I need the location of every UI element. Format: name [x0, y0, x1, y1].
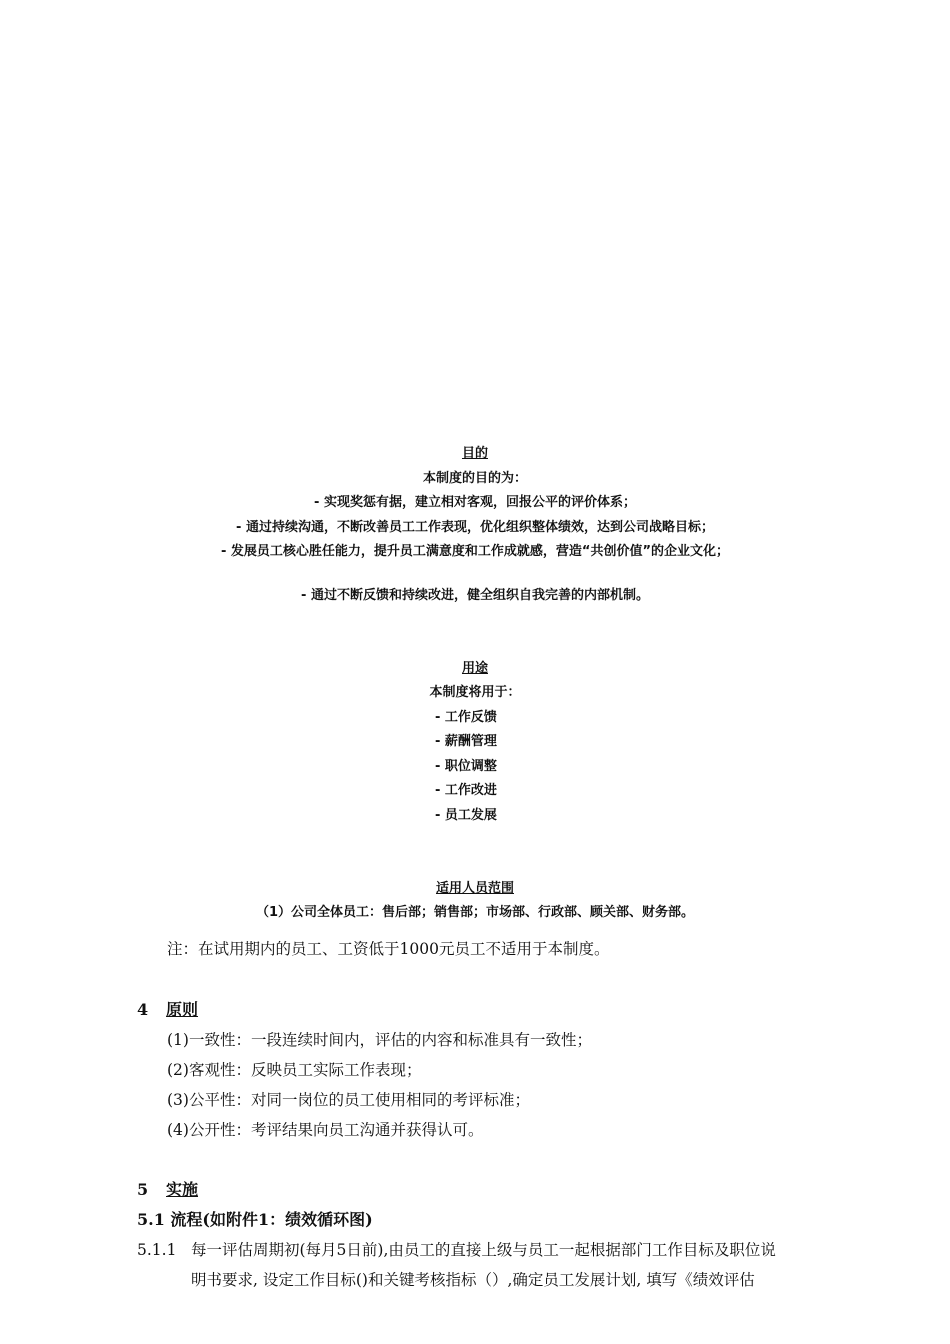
item-text-line: 明书要求, 设定工作目标()和关键考核指标（）,确定员工发展计划, 填写《绩效评估 [191, 1271, 755, 1289]
purpose-title: 目的 [461, 446, 488, 461]
purpose-intro: 本制度的目的为： [422, 471, 527, 486]
sub-heading: 5.1 流程(如附件1：绩效循环图) [137, 1210, 373, 1229]
usage-item: - 工作反馈 [435, 710, 497, 725]
principle-item: (4)公开性：考评结果向员工沟通并获得认可。 [167, 1121, 484, 1139]
purpose-item: - 通过不断反馈和持续改进，健全组织自我完善的内部机制。 [301, 588, 649, 603]
purpose-item: - 发展员工核心胜任能力，提升员工满意度和工作成就感，营造“共创价值”的企业文化； [220, 544, 729, 559]
usage-item: - 薪酬管理 [435, 734, 497, 749]
principle-item: (3)公平性：对同一岗位的员工使用相同的考评标准； [167, 1091, 530, 1109]
usage-item: - 员工发展 [435, 808, 497, 823]
item-number: 5.1.1 [137, 1241, 177, 1259]
section-title: 实施 [166, 1180, 199, 1199]
principle-item: (2)客观性：反映员工实际工作表现； [167, 1061, 422, 1079]
scope-line: （1）公司全体员工：售后部；销售部；市场部、行政部、顾关部、财务部。 [255, 905, 695, 920]
section-number: 4 [137, 1000, 149, 1019]
principle-item: (1)一致性：一段连续时间内，评估的内容和标准具有一致性； [167, 1031, 592, 1049]
usage-item: - 职位调整 [435, 759, 497, 774]
usage-item: - 工作改进 [435, 783, 497, 798]
usage-intro: 本制度将用于： [429, 685, 521, 700]
usage-title: 用途 [461, 661, 488, 676]
scope-title: 适用人员范围 [435, 881, 514, 896]
section-title: 原则 [166, 1000, 199, 1019]
purpose-item: - 实现奖惩有据，建立相对客观，回报公平的评价体系； [314, 495, 636, 510]
item-text-line: 每一评估周期初(每月5日前),由员工的直接上级与员工一起根据部门工作目标及职位说 [191, 1241, 776, 1259]
scope-note: 注：在试用期内的员工、工资低于1000元员工不适用于本制度。 [167, 940, 610, 958]
section-number: 5 [137, 1180, 149, 1199]
purpose-item: - 通过持续沟通，不断改善员工工作表现，优化组织整体绩效，达到公司战略目标； [236, 520, 714, 535]
